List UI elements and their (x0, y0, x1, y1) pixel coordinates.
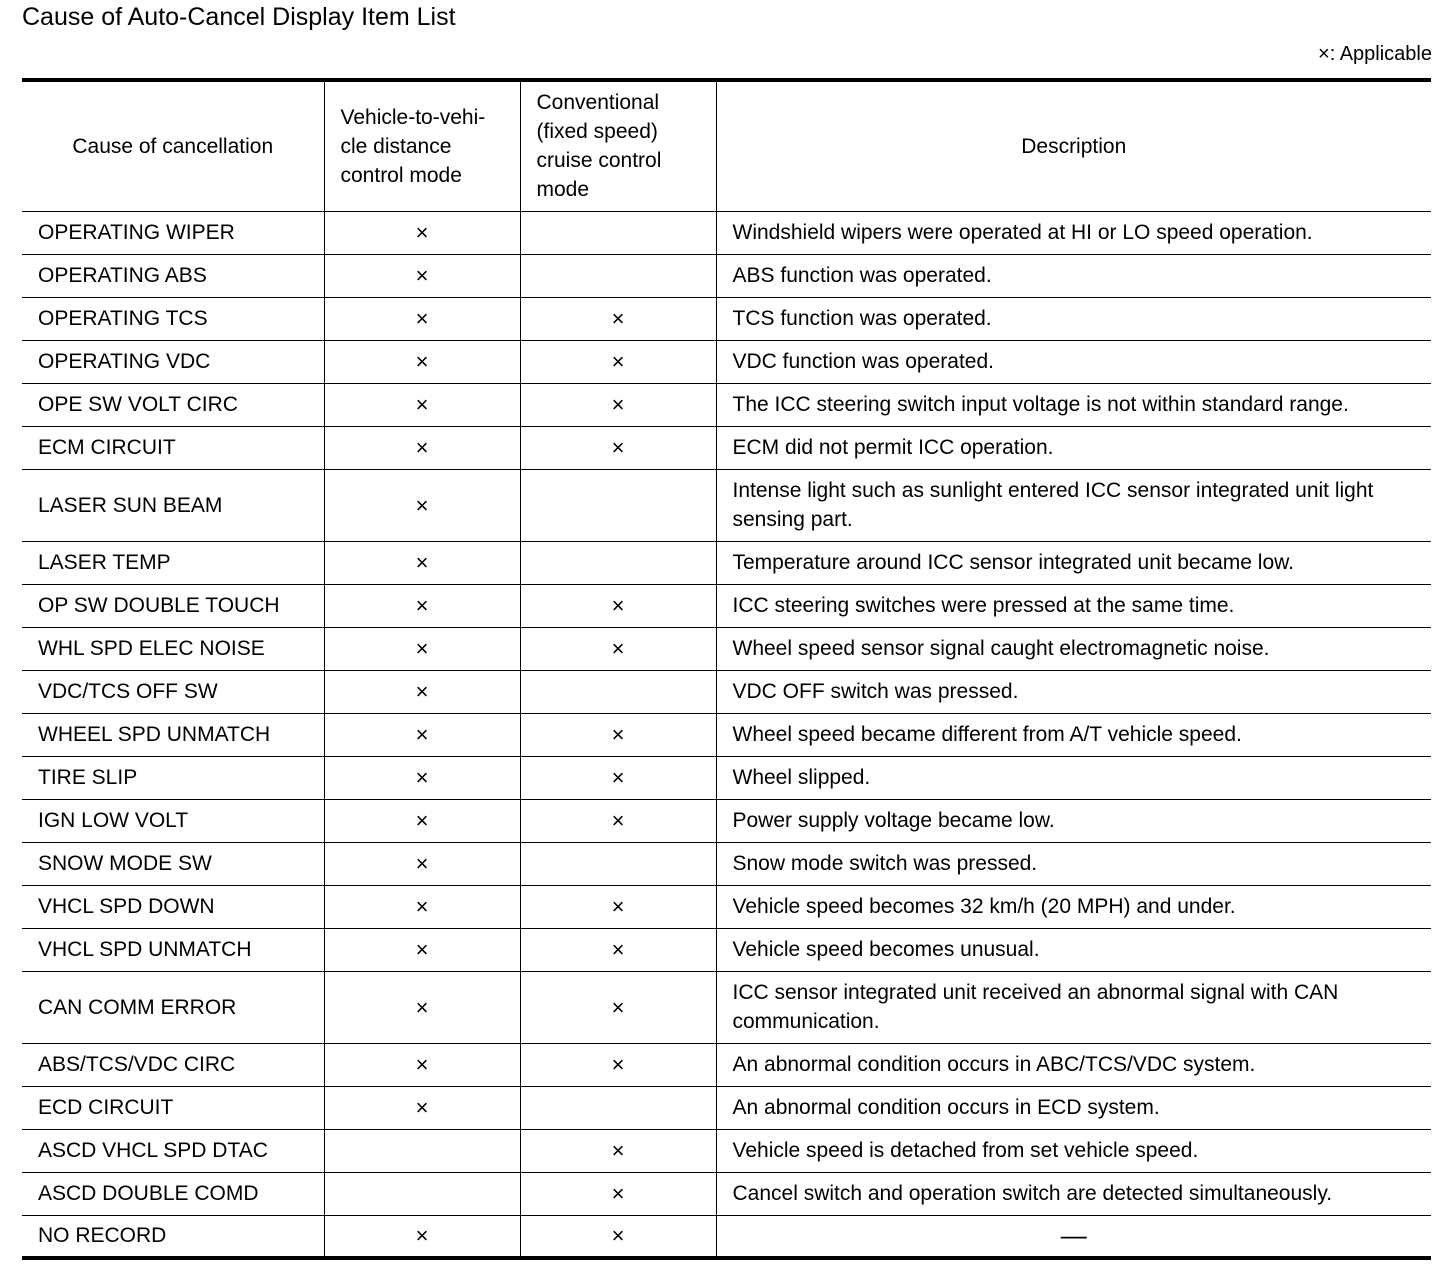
conventional-mark: × (520, 1043, 716, 1086)
table-row (22, 469, 1431, 541)
cause-cell: OPERATING VDC (22, 340, 324, 383)
table-row (22, 1172, 1431, 1215)
header-cause: Cause of cancellation (22, 80, 324, 211)
table-row (22, 756, 1431, 799)
description-cell: ICC sensor integrated unit received an abnormal signal with CAN communication. (716, 971, 1431, 1043)
header-description: Description (716, 80, 1431, 211)
table-row (22, 297, 1431, 340)
conventional-mark: × (520, 383, 716, 426)
applicable-legend: ×: Applicable (1318, 43, 1432, 65)
cause-cell: NO RECORD (22, 1215, 324, 1258)
description-cell: Wheel speed became different from A/T vehicle speed. (716, 713, 1431, 756)
table-row (22, 799, 1431, 842)
table-row (22, 211, 1431, 254)
description-cell: TCS function was operated. (716, 297, 1431, 340)
distance-mark (324, 1129, 520, 1172)
distance-mark: × (324, 1215, 520, 1258)
distance-mark: × (324, 340, 520, 383)
header-distance-mode: Vehicle-to-vehi-cle distance control mode (324, 80, 520, 211)
conventional-mark: × (520, 756, 716, 799)
conventional-mark: × (520, 584, 716, 627)
description-cell: Vehicle speed becomes unusual. (716, 928, 1431, 971)
conventional-mark: × (520, 799, 716, 842)
table-row (22, 1086, 1431, 1129)
conventional-mark (520, 469, 716, 541)
table-row (22, 541, 1431, 584)
description-cell: ABS function was operated. (716, 254, 1431, 297)
distance-mark: × (324, 297, 520, 340)
distance-mark: × (324, 1043, 520, 1086)
description-cell: Wheel slipped. (716, 756, 1431, 799)
description-cell: The ICC steering switch input voltage is not within standard range. (716, 383, 1431, 426)
table-row (22, 383, 1431, 426)
description-cell: — (716, 1215, 1431, 1258)
description-cell: Vehicle speed is detached from set vehicle speed. (716, 1129, 1431, 1172)
distance-mark: × (324, 1086, 520, 1129)
conventional-mark: × (520, 1172, 716, 1215)
table-row (22, 1129, 1431, 1172)
cause-cell: WHEEL SPD UNMATCH (22, 713, 324, 756)
distance-mark: × (324, 541, 520, 584)
distance-mark: × (324, 383, 520, 426)
description-cell: Vehicle speed becomes 32 km/h (20 MPH) and under. (716, 885, 1431, 928)
description-cell: Cancel switch and operation switch are detected simultaneously. (716, 1172, 1431, 1215)
cause-cell: OPE SW VOLT CIRC (22, 383, 324, 426)
distance-mark: × (324, 971, 520, 1043)
conventional-mark: × (520, 971, 716, 1043)
table-header-row (22, 80, 1431, 211)
cause-cell: WHL SPD ELEC NOISE (22, 627, 324, 670)
conventional-mark (520, 211, 716, 254)
cause-cell: ASCD DOUBLE COMD (22, 1172, 324, 1215)
cause-cell: VDC/TCS OFF SW (22, 670, 324, 713)
conventional-mark: × (520, 1129, 716, 1172)
description-cell: Wheel speed sensor signal caught electromagnetic noise. (716, 627, 1431, 670)
distance-mark: × (324, 842, 520, 885)
conventional-mark: × (520, 885, 716, 928)
cause-cell: ASCD VHCL SPD DTAC (22, 1129, 324, 1172)
table-row (22, 627, 1431, 670)
description-cell: Intense light such as sunlight entered ICC sensor integrated unit light sensing part. (716, 469, 1431, 541)
distance-mark: × (324, 670, 520, 713)
conventional-mark: × (520, 928, 716, 971)
conventional-mark (520, 670, 716, 713)
conventional-mark: × (520, 1215, 716, 1258)
cause-cell: OP SW DOUBLE TOUCH (22, 584, 324, 627)
cause-cell: LASER SUN BEAM (22, 469, 324, 541)
distance-mark: × (324, 928, 520, 971)
cause-cell: ECD CIRCUIT (22, 1086, 324, 1129)
cause-cell: ECM CIRCUIT (22, 426, 324, 469)
cause-cell: VHCL SPD UNMATCH (22, 928, 324, 971)
cause-cell: IGN LOW VOLT (22, 799, 324, 842)
table-row (22, 842, 1431, 885)
table-row (22, 713, 1431, 756)
description-cell: Power supply voltage became low. (716, 799, 1431, 842)
distance-mark: × (324, 756, 520, 799)
description-cell: VDC function was operated. (716, 340, 1431, 383)
cause-cell: SNOW MODE SW (22, 842, 324, 885)
distance-mark: × (324, 627, 520, 670)
table-row (22, 254, 1431, 297)
conventional-mark: × (520, 340, 716, 383)
auto-cancel-table (22, 78, 1431, 1260)
distance-mark: × (324, 799, 520, 842)
cause-cell: OPERATING WIPER (22, 211, 324, 254)
table-row (22, 928, 1431, 971)
description-cell: Temperature around ICC sensor integrated unit became low. (716, 541, 1431, 584)
table-row (22, 1043, 1431, 1086)
table-row (22, 426, 1431, 469)
cause-cell: ABS/TCS/VDC CIRC (22, 1043, 324, 1086)
conventional-mark: × (520, 627, 716, 670)
description-cell: Windshield wipers were operated at HI or LO speed operation. (716, 211, 1431, 254)
distance-mark: × (324, 211, 520, 254)
description-cell: An abnormal condition occurs in ECD system. (716, 1086, 1431, 1129)
description-cell: VDC OFF switch was pressed. (716, 670, 1431, 713)
distance-mark: × (324, 254, 520, 297)
distance-mark (324, 1172, 520, 1215)
table-row (22, 584, 1431, 627)
conventional-mark (520, 541, 716, 584)
conventional-mark (520, 842, 716, 885)
distance-mark: × (324, 584, 520, 627)
description-cell: Snow mode switch was pressed. (716, 842, 1431, 885)
cause-cell: OPERATING TCS (22, 297, 324, 340)
distance-mark: × (324, 713, 520, 756)
description-cell: ECM did not permit ICC operation. (716, 426, 1431, 469)
description-cell: An abnormal condition occurs in ABC/TCS/VDC system. (716, 1043, 1431, 1086)
conventional-mark (520, 254, 716, 297)
cause-cell: LASER TEMP (22, 541, 324, 584)
table-row (22, 885, 1431, 928)
table-row (22, 1215, 1431, 1258)
conventional-mark: × (520, 713, 716, 756)
conventional-mark (520, 1086, 716, 1129)
cause-cell: TIRE SLIP (22, 756, 324, 799)
page-title: Cause of Auto-Cancel Display Item List (22, 3, 456, 31)
conventional-mark: × (520, 297, 716, 340)
distance-mark: × (324, 469, 520, 541)
distance-mark: × (324, 885, 520, 928)
table-row (22, 971, 1431, 1043)
header-conventional-mode: Conventional (fixed speed) cruise control mode (520, 80, 716, 211)
cause-cell: VHCL SPD DOWN (22, 885, 324, 928)
distance-mark: × (324, 426, 520, 469)
description-cell: ICC steering switches were pressed at the same time. (716, 584, 1431, 627)
table-row (22, 340, 1431, 383)
cause-cell: OPERATING ABS (22, 254, 324, 297)
cause-cell: CAN COMM ERROR (22, 971, 324, 1043)
table-row (22, 670, 1431, 713)
conventional-mark: × (520, 426, 716, 469)
